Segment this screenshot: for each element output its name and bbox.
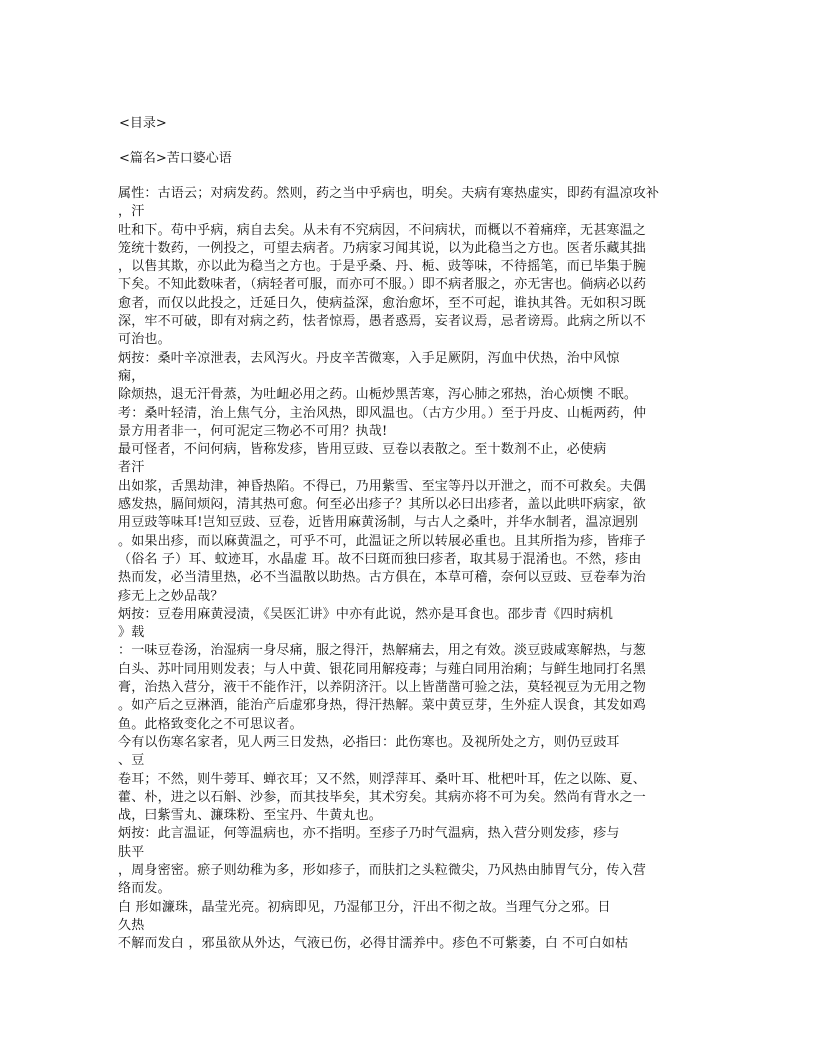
- text-line: 出如浆，舌黑劫津，神昏热陷。不得已，乃用紫雪、至宝等丹以开泄之，而不可救矣。夫偶: [118, 478, 647, 494]
- section-title: <篇名>苦口婆心语: [119, 151, 232, 166]
- text-line: 。如产后之豆淋酒，能治产后虚邪身热，得汗热解。菜中黄豆芽，生外症人误食，其发如鸡: [118, 698, 647, 714]
- text-line: 吐和下。苟中乎病，病自去矣。从未有不究病因，不问病状，而概以不着痛痒，无甚寒温之: [118, 222, 647, 238]
- text-line: 炳按：桑叶辛凉泄表，去风泻火。丹皮辛苦微寒，入手足厥阴，泻血中伏热，治中风惊: [118, 350, 620, 366]
- text-line: 最可怪者，不问何病，皆称发疹，皆用豆豉、豆卷以表散之。至十数剂不止，必使病: [118, 442, 607, 458]
- text-line: 不解而发白 ，邪虽欲从外达，气液已伤，必得甘濡养中。疹色不可紫萎，白 不可白如枯: [118, 936, 629, 952]
- text-line: 可治也。: [118, 332, 171, 348]
- text-line: 鱼。此格致变化之不可思议者。: [118, 716, 303, 732]
- text-line: ，周身密密。瘀子则幼稚为多，形如疹子，而肤扪之头粒微尖，乃风热由肺胃气分，传入营: [118, 862, 647, 878]
- document-body: [118, 185, 708, 953]
- text-line: 疹无上之妙品哉？: [118, 588, 224, 604]
- text-line: 者汗: [118, 460, 145, 476]
- text-line: 热而发，必当清里热，必不当温散以助热。古方俱在，本草可稽，奈何以豆豉、豆卷奉为治: [118, 570, 647, 586]
- text-line: 深，牢不可破，即有对病之药，怯者惊焉，愚者惑焉，妄者议焉，忌者谤焉。此病之所以不: [118, 314, 647, 330]
- text-line: 下矣。不知此数味者，（病轻者可服，而亦可不服。）即不病者服之，亦无害也。倘病必以药: [118, 277, 647, 293]
- text-line: 用豆豉等味耳!岂知豆豉、豆卷，近皆用麻黄汤制，与古人之桑叶，并华水制者，温凉迥别: [118, 515, 639, 531]
- text-line: 笼统十数药，一例投之，可望去病者。乃病家习闻其说，以为此稳当之方也。医者乐藏其拙: [118, 240, 647, 256]
- text-line: 考：桑叶轻清，治上焦气分，主治风热，即风温也。（古方少用。）至于丹皮、山栀两药，仲: [118, 405, 647, 421]
- text-line: 白头、苏叶同用则发表；与人中黄、银花同用解疫毒；与薤白同用治痢；与鲜生地同打名黑: [118, 661, 647, 677]
- table-of-contents-link[interactable]: <目录>: [119, 116, 167, 131]
- text-line: 久热: [118, 917, 145, 933]
- text-line: 卷耳；不然，则牛蒡耳、蝉衣耳；又不然，则浮萍耳、桑叶耳、枇杷叶耳，佐之以陈、夏、: [118, 771, 647, 787]
- text-line: 今有以伤寒名家者，见人两三日发热，必指曰：此伤寒也。及视所处之方，则仍豆豉耳: [118, 734, 620, 750]
- text-line: ，以售其欺，亦以此为稳当之方也。于是乎桑、丹、栀、豉等味，不待摇笔，而已毕集于腕: [118, 259, 647, 275]
- text-line: 、豆: [118, 753, 145, 769]
- text-line: 感发热，膈间烦闷，清其热可愈。何至必出疹子？其所以必曰出疹者，盖以此哄吓病家，欲: [118, 497, 647, 513]
- text-line: 景方用者非一，何可泥定三物必不可用？执哉!: [118, 423, 388, 439]
- text-line: ，汗: [118, 204, 145, 220]
- text-line: 》载: [118, 625, 145, 641]
- text-line: 属性：古语云；对病发药。然则，药之当中乎病也，明矣。夫病有寒热虚实，即药有温凉攻补: [118, 186, 660, 201]
- text-line: 炳按：此言温证，何等温病也，亦不指明。至疹子乃时气温病，热入营分则发疹，疹与: [118, 826, 620, 842]
- text-line: 炳按：豆卷用麻黄浸渍，《吴医汇讲》中亦有此说，然亦是耳食也。邵步青《四时病机: [118, 606, 614, 622]
- text-line: 藿、朴，进之以石斛、沙参，而其技毕矣，其术穷矣。其病亦将不可为矣。然尚有背水之一: [118, 789, 647, 805]
- text-line: 肤平: [118, 844, 145, 860]
- text-line: 膏，治热入营分，液干不能作汗，以养阴济汗。以上皆凿凿可验之法，莫轻视豆为无用之物: [118, 680, 647, 696]
- text-line: ：一味豆卷汤，治湿病一身尽痛，服之得汗，热解痛去，用之有效。淡豆豉咸寒解热，与葱: [118, 643, 647, 659]
- text-line: 战，曰紫雪丸、濂珠粉、至宝丹、牛黄丸也。: [118, 808, 383, 824]
- text-line: （俗名 子）耳、蚊迹耳，水晶虚 耳。故不曰斑而独曰疹者，取其易于混淆也。不然，疹由: [118, 551, 642, 567]
- text-line: 。如果出疹，而以麻黄温之，可乎不可，此温证之所以转展必重也。且其所指为疹，皆痱子: [118, 533, 647, 549]
- text-line: 除烦热，退无汗骨蒸，为吐衄必用之药。山栀炒黑苦寒，泻心肺之邪热，治心烦懊 不眠。: [118, 387, 638, 403]
- text-line: 络而发。: [118, 881, 171, 897]
- text-line: 愈者，而仅以此投之，迁延日久，使病益深，愈治愈坏，至不可起，谁执其咎。无如积习既: [118, 295, 647, 311]
- text-line: 痫，: [118, 368, 145, 384]
- text-line: 白 形如濂珠，晶莹光亮。初病即见，乃湿郁卫分，汗出不彻之故。当理气分之邪。日: [118, 899, 611, 915]
